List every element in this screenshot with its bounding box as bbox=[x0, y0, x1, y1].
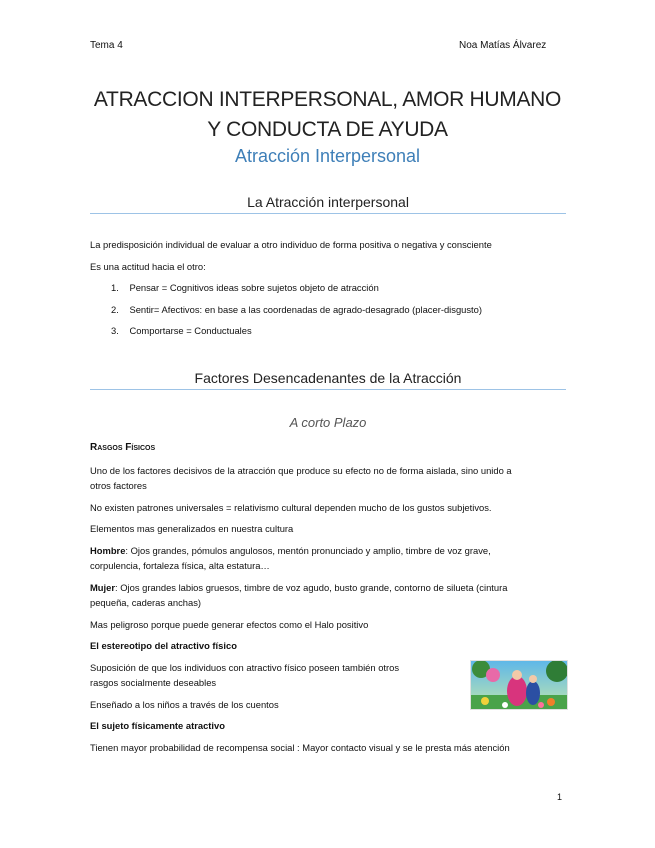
hombre-text: : Ojos grandes, pómulos angulosos, mentón pronunciado y amplio, timbre de voz grave, bbox=[125, 545, 491, 556]
paragraph-line: Mas peligroso porque puede generar efectos como el Halo positivo bbox=[90, 619, 369, 630]
section-heading-factores: Factores Desencadenantes de la Atracción bbox=[90, 370, 566, 390]
paragraph-line: Tienen mayor probabilidad de recompensa social : Mayor contacto visual y se le presta más atención bbox=[90, 742, 510, 753]
hombre-label: Hombre bbox=[90, 545, 126, 556]
list-item bbox=[111, 323, 561, 339]
rasgos-fisicos-heading: Rasgos Físicos bbox=[90, 442, 156, 453]
section-heading-atraccion: La Atracción interpersonal bbox=[90, 194, 566, 214]
list-item bbox=[111, 280, 561, 296]
document-title-line2: Y CONDUCTA DE AYUDA bbox=[207, 118, 448, 141]
header-topic: Tema 4 bbox=[90, 40, 123, 51]
mujer-text: : Ojos grandes labios gruesos, timbre de voz agudo, busto grande, contorno de silueta (cintura bbox=[115, 582, 508, 593]
paragraph-line: rasgos socialmente deseables bbox=[90, 677, 217, 688]
list-text: Pensar = Cognitivos ideas sobre sujetos objeto de atracción bbox=[129, 282, 379, 293]
paragraph-line: Uno de los factores decisivos de la atracción que produce su efecto no de forma aislada, sino unido a bbox=[90, 465, 512, 476]
sujeto-atractivo-heading: El sujeto físicamente atractivo bbox=[90, 720, 225, 731]
paragraph-line: Suposición de que los individuos con atractivo físico poseen también otros bbox=[90, 662, 400, 673]
list-number: 2. bbox=[111, 304, 119, 315]
mujer-label: Mujer bbox=[90, 582, 116, 593]
list-text: Comportarse = Conductuales bbox=[129, 325, 252, 336]
list-text: Sentir= Afectivos: en base a las coordenadas de agrado-desagrado (placer-disgusto) bbox=[129, 304, 482, 315]
paragraph-line: No existen patrones universales = relativismo cultural dependen mucho de los gustos subjetivos. bbox=[90, 502, 492, 513]
subsection-heading-corto-plazo: A corto Plazo bbox=[289, 415, 367, 430]
paragraph-line: corpulencia, fortaleza física, alta estatura… bbox=[90, 560, 270, 571]
page-number: 1 bbox=[557, 792, 563, 802]
list-item bbox=[111, 302, 561, 318]
list-number: 3. bbox=[111, 325, 119, 336]
paragraph-line: Elementos mas generalizados en nuestra cultura bbox=[90, 523, 294, 534]
paragraph-line: otros factores bbox=[90, 480, 147, 491]
paragraph-line: Enseñado a los niños a través de los cuentos bbox=[90, 699, 279, 710]
document-subtitle: Atracción Interpersonal bbox=[234, 146, 421, 166]
fairy-tale-illustration bbox=[470, 660, 568, 710]
definition-paragraph: La predisposición individual de evaluar a otro individuo de forma positiva o negativa y consciente bbox=[90, 239, 492, 250]
document-title-line1: ATRACCION INTERPERSONAL, AMOR HUMANO bbox=[93, 88, 562, 111]
fairy-tale-illustration-graphic bbox=[471, 661, 567, 709]
mujer-paragraph bbox=[90, 580, 560, 596]
estereotipo-heading: El estereotipo del atractivo físico bbox=[90, 640, 237, 651]
attitude-paragraph: Es una actitud hacia el otro: bbox=[90, 261, 206, 272]
hombre-paragraph bbox=[90, 543, 560, 559]
header-author: Noa Matías Álvarez bbox=[459, 40, 547, 51]
paragraph-line: pequeña, caderas anchas) bbox=[90, 597, 202, 608]
list-number: 1. bbox=[111, 282, 119, 293]
